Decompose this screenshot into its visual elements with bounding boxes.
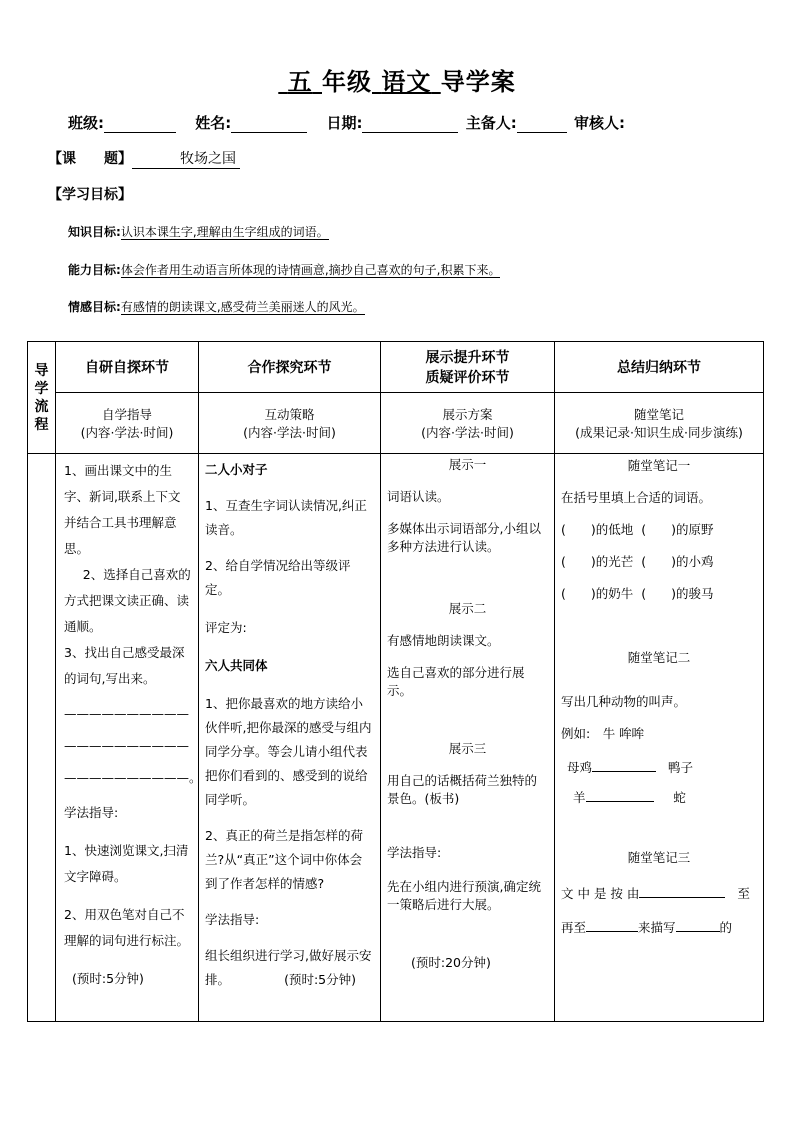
col3-heading: 展示提升环节 质疑评价环节	[381, 342, 555, 393]
page-title	[0, 62, 794, 97]
col4-heading: 总结归纳环节	[555, 342, 764, 393]
class-field[interactable]	[104, 117, 176, 133]
knowledge-goal-label: 知识目标:	[68, 225, 121, 239]
table-subheader-row	[28, 393, 764, 454]
table-header-row	[28, 342, 764, 393]
emotion-goal-label: 情感目标:	[68, 300, 121, 314]
goals-heading: 【学习目标】	[48, 187, 132, 203]
col2-subheading: 互动策略 (内容·学法·时间)	[199, 393, 381, 454]
preparer-field[interactable]	[517, 117, 567, 133]
title-subject: 语文	[381, 68, 432, 96]
ability-goal	[68, 261, 500, 278]
col1-subheading: 自学指导 (内容·学法·时间)	[56, 393, 199, 454]
col4-subheading: 随堂笔记 (成果记录·知识生成·同步演练)	[555, 393, 764, 454]
col2-heading: 合作探究环节	[199, 342, 381, 393]
notes-cell: 随堂笔记一 在括号里填上合适的词语。 ( )的低地 ( )的原野 ( )的光芒 ( )的小鸡 ( )的奶牛 ( )的骏马 随堂笔记二 写出几种动物的叫声。 例如: 牛 哞哞 母鸡 鸭子 羊 蛇 随堂笔记三 文 中 是 按 由 至 再至 来描写 的	[555, 454, 764, 1022]
guide-table	[27, 341, 764, 1022]
student-info-row	[68, 112, 625, 133]
class-label: 班级:	[68, 114, 104, 132]
knowledge-goal-text: 认识本课生字,理解由生字组成的词语。	[120, 225, 329, 239]
topic-value: 牧场之国	[132, 148, 240, 169]
display-cell: 展示一 词语认读。 多媒体出示词语部分,小组以多种方法进行认读。 展示二 有感情地朗读课文。 选自己喜欢的部分进行展示。 展示三 用自己的话概括荷兰独特的景色。(板书) 学法指导: 先在小组内进行预演,确定统一策略后进行大展。 (预时:20分钟)	[381, 454, 555, 1022]
emotion-goal	[68, 298, 365, 315]
topic-row	[48, 148, 240, 169]
title-end: 导学案	[440, 68, 516, 96]
ability-goal-text: 体会作者用生动语言所体现的诗情画意,摘抄自己喜欢的句子,积累下来。	[120, 263, 501, 277]
emotion-goal-text: 有感情的朗读课文,感受荷兰美丽迷人的风光。	[120, 300, 365, 314]
knowledge-goal	[68, 223, 329, 240]
title-grade: 五	[287, 68, 313, 96]
col3-subheading: 展示方案 (内容·学法·时间)	[381, 393, 555, 454]
date-label: 日期:	[326, 114, 363, 132]
date-field[interactable]	[362, 117, 458, 133]
preparer-label: 主备人:	[465, 114, 517, 132]
table-body-row	[28, 454, 764, 1022]
reviewer-label: 审核人:	[573, 114, 625, 132]
ability-goal-label: 能力目标:	[68, 263, 121, 277]
topic-label: 【课 题】	[48, 151, 132, 167]
self-study-cell: 1、画出课文中的生字、新词,联系上下文并结合工具书理解意思。 2、选择自己喜欢的方式把课文读正确、读通顺。 3、找出自己感受最深的词句,写出来。 —————————— —————————— ——————————。 学法指导: 1、快速浏览课文,扫清文字障碍。 2、用双色笔对自己不理解的词句进行标注。 (预时:5分钟)	[56, 454, 199, 1022]
col1-heading: 自研自探环节	[56, 342, 199, 393]
cooperation-cell: 二人小对子 1、互查生字词认读情况,纠正读音。 2、给自学情况给出等级评定。 评定为: 六人共同体 1、把你最喜欢的地方读给小伙伴听,把你最深的感受与组内同学分享。等会儿请小组代表把你们看到的、感受到的说给同学听。 2、真正的荷兰是指怎样的荷兰?从“真正”这个词中你体会到了作者怎样的情感? 学法指导: 组长组织进行学习,做好展示安排。 (预时:5分钟)	[199, 454, 381, 1022]
title-mid: 年级	[322, 68, 372, 96]
name-field[interactable]	[231, 117, 307, 133]
side-label: 导 学 流 程	[28, 342, 56, 454]
name-label: 姓名:	[195, 114, 232, 132]
